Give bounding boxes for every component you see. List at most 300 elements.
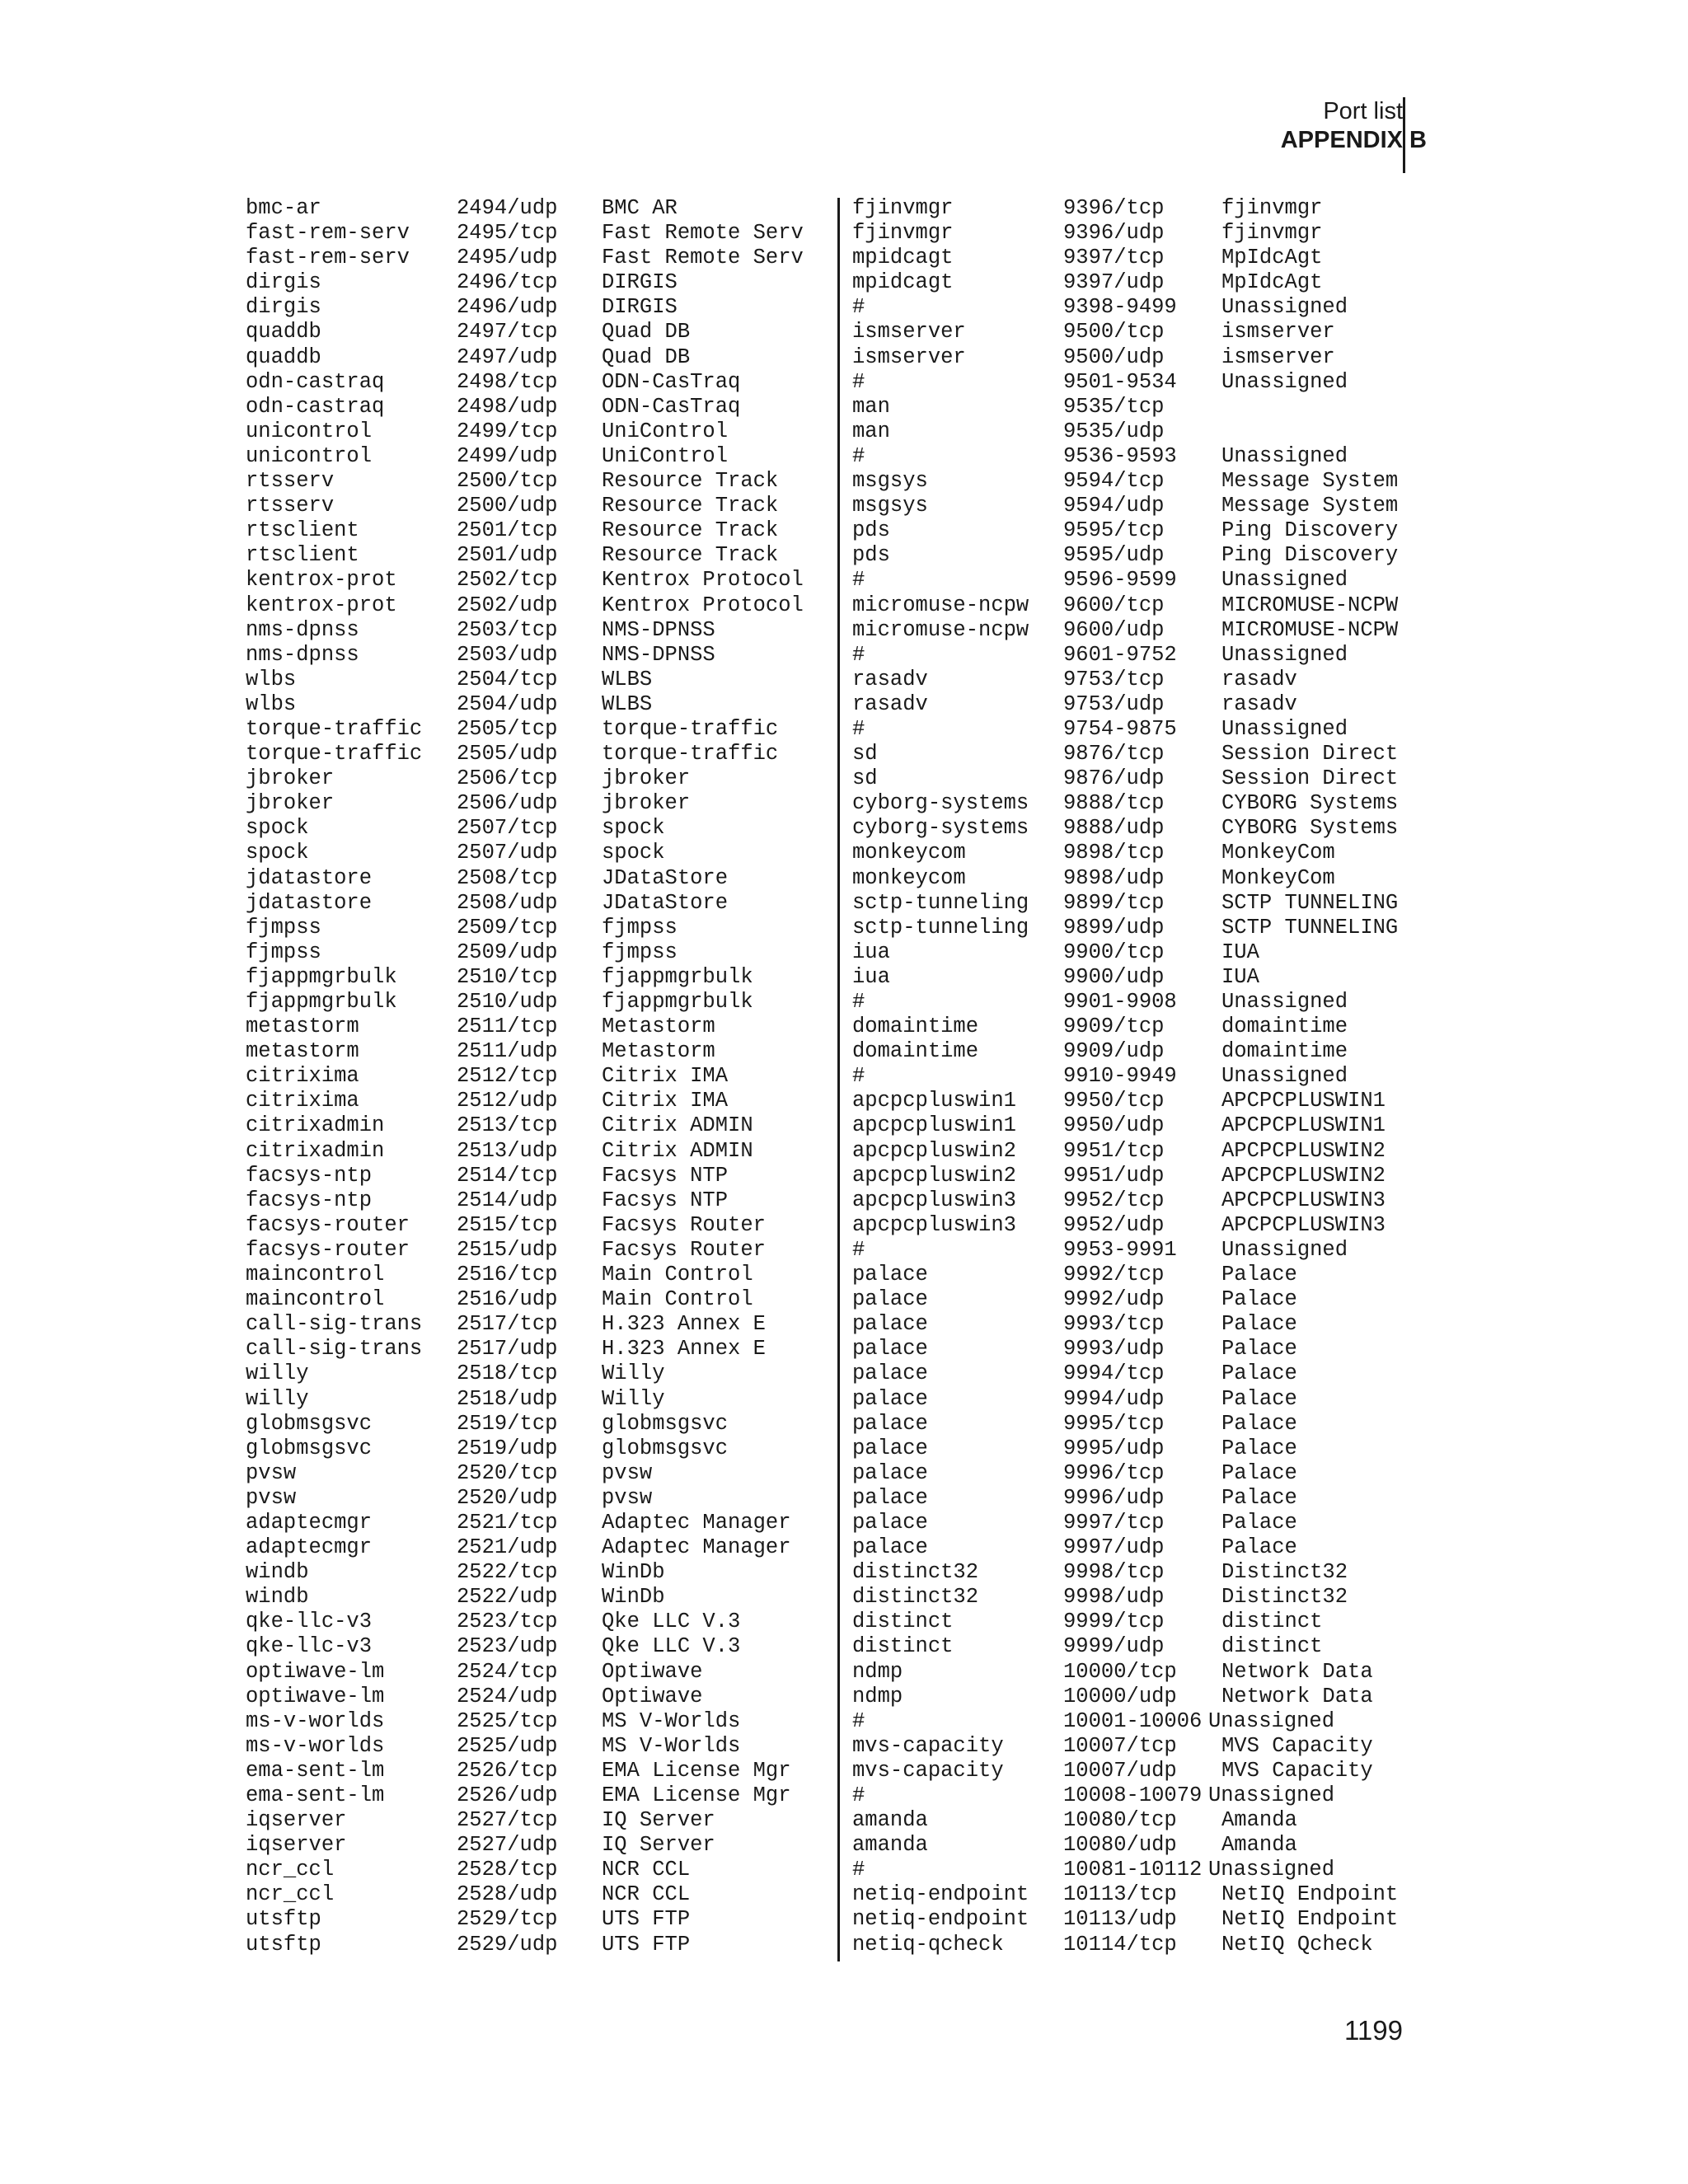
service-name: willy <box>246 1361 309 1386</box>
service-description: Facsys NTP <box>602 1188 729 1212</box>
port-protocol: 2507/tcp <box>457 816 558 841</box>
service-description: Unassigned <box>1208 1858 1335 1882</box>
service-description: Facsys NTP <box>602 1163 729 1188</box>
port-protocol: 9899/tcp <box>1063 890 1165 915</box>
service-description: NMS-DPNSS <box>602 617 715 642</box>
service-name: wlbs <box>246 667 297 691</box>
service-description: Palace <box>1221 1361 1297 1386</box>
header-appendix: APPENDIX <box>1280 127 1403 153</box>
port-protocol: 2525/udp <box>457 1733 558 1758</box>
service-description: Palace <box>1221 1337 1297 1361</box>
port-protocol: 2521/tcp <box>457 1510 558 1535</box>
service-name: odn-castraq <box>246 369 385 394</box>
port-protocol: 2520/udp <box>457 1485 558 1510</box>
service-description: Amanda <box>1221 1808 1297 1833</box>
port-protocol: 10001-10006 <box>1063 1708 1203 1733</box>
service-name: # <box>852 1237 865 1262</box>
port-protocol: 2512/tcp <box>457 1064 558 1089</box>
port-protocol: 2499/tcp <box>457 419 558 443</box>
service-description: BMC AR <box>602 196 678 220</box>
port-protocol: 2512/udp <box>457 1089 558 1113</box>
service-description: globmsgsvc <box>602 1436 729 1460</box>
port-protocol: 2495/tcp <box>457 221 558 246</box>
port-protocol: 9996/tcp <box>1063 1460 1165 1485</box>
service-description: fjinvmgr <box>1221 196 1323 220</box>
service-description: APCPCPLUSWIN2 <box>1221 1163 1386 1188</box>
port-protocol: 9535/udp <box>1063 419 1165 443</box>
running-header <box>1281 97 1403 155</box>
service-description: WLBS <box>602 691 653 716</box>
service-description: H.323 Annex E <box>602 1337 766 1361</box>
port-protocol: 2505/tcp <box>457 716 558 741</box>
port-protocol: 2513/udp <box>457 1138 558 1163</box>
service-name: fjappmgrbulk <box>246 964 397 989</box>
service-description: IQ Server <box>602 1808 715 1833</box>
port-protocol: 2511/tcp <box>457 1015 558 1039</box>
service-name: rtsserv <box>246 494 335 518</box>
service-name: fjmpss <box>246 940 321 964</box>
service-description: Resource Track <box>602 494 779 518</box>
service-name: spock <box>246 816 309 841</box>
service-description: NCR CCL <box>602 1882 691 1907</box>
port-protocol: 9398-9499 <box>1063 295 1177 320</box>
service-name: amanda <box>852 1808 928 1833</box>
service-description: SCTP TUNNELING <box>1221 890 1399 915</box>
service-name: maincontrol <box>246 1287 385 1312</box>
port-protocol: 9909/tcp <box>1063 1015 1165 1039</box>
port-protocol: 9950/tcp <box>1063 1089 1165 1113</box>
header-rule <box>1403 97 1405 173</box>
service-name: domaintime <box>852 1039 979 1064</box>
port-protocol: 9536-9593 <box>1063 443 1177 468</box>
service-description: distinct <box>1221 1610 1323 1634</box>
service-name: qke-llc-v3 <box>246 1610 373 1634</box>
port-protocol: 2517/udp <box>457 1337 558 1361</box>
service-name: globmsgsvc <box>246 1411 373 1436</box>
service-description: Distinct32 <box>1221 1585 1348 1610</box>
port-protocol: 2528/tcp <box>457 1858 558 1882</box>
service-name: spock <box>246 841 309 865</box>
service-name: jdatastore <box>246 890 373 915</box>
service-description: Palace <box>1221 1263 1297 1287</box>
service-description: spock <box>602 841 665 865</box>
service-name: unicontrol <box>246 443 373 468</box>
service-name: fjinvmgr <box>852 221 954 246</box>
service-description: Citrix IMA <box>602 1064 729 1089</box>
service-description: Session Direct <box>1221 742 1399 766</box>
service-description: Ping Discovery <box>1221 518 1399 543</box>
service-name: bmc-ar <box>246 196 321 220</box>
service-description: JDataStore <box>602 865 729 890</box>
service-name: rasadv <box>852 667 928 691</box>
service-name: citrixima <box>246 1064 359 1089</box>
service-description: APCPCPLUSWIN3 <box>1221 1188 1386 1212</box>
port-protocol: 2494/udp <box>457 196 558 220</box>
service-description: Fast Remote Serv <box>602 246 804 270</box>
service-description: Citrix ADMIN <box>602 1138 753 1163</box>
service-name: mvs-capacity <box>852 1733 1004 1758</box>
port-protocol: 9951/tcp <box>1063 1138 1165 1163</box>
service-name: palace <box>852 1535 928 1560</box>
service-description: jbroker <box>602 791 691 816</box>
service-description: ODN-CasTraq <box>602 394 741 419</box>
service-description: fjappmgrbulk <box>602 964 753 989</box>
service-name: ismserver <box>852 344 966 369</box>
service-description: MpIdcAgt <box>1221 246 1323 270</box>
service-description: Unassigned <box>1221 568 1348 593</box>
service-name: cyborg-systems <box>852 816 1029 841</box>
service-name: distinct <box>852 1634 954 1659</box>
port-protocol: 9600/udp <box>1063 617 1165 642</box>
service-description: pvsw <box>602 1460 653 1485</box>
port-protocol: 9996/udp <box>1063 1485 1165 1510</box>
service-description: MICROMUSE-NCPW <box>1221 593 1399 617</box>
service-name: willy <box>246 1386 309 1411</box>
service-name: man <box>852 394 890 419</box>
port-protocol: 2498/udp <box>457 394 558 419</box>
service-name: kentrox-prot <box>246 568 397 593</box>
service-name: domaintime <box>852 1015 979 1039</box>
service-name: # <box>852 716 865 741</box>
service-description: WinDb <box>602 1560 665 1585</box>
service-name: quaddb <box>246 344 321 369</box>
service-name: rasadv <box>852 691 928 716</box>
service-name: apcpcpluswin3 <box>852 1188 1016 1212</box>
service-name: windb <box>246 1560 309 1585</box>
service-name: facsys-ntp <box>246 1188 373 1212</box>
service-description: APCPCPLUSWIN1 <box>1221 1089 1386 1113</box>
port-protocol: 2520/tcp <box>457 1460 558 1485</box>
port-protocol: 9594/udp <box>1063 494 1165 518</box>
service-description: Unassigned <box>1221 716 1348 741</box>
service-name: pvsw <box>246 1460 297 1485</box>
service-description: EMA License Mgr <box>602 1758 791 1783</box>
service-name: sd <box>852 766 878 791</box>
port-protocol: 10114/tcp <box>1063 1932 1177 1957</box>
service-name: jbroker <box>246 791 335 816</box>
port-protocol: 10008-10079 <box>1063 1783 1203 1807</box>
port-protocol: 2529/tcp <box>457 1907 558 1932</box>
service-description: MS V-Worlds <box>602 1708 741 1733</box>
port-protocol: 2508/udp <box>457 890 558 915</box>
service-description: torque-traffic <box>602 716 779 741</box>
port-protocol: 9397/tcp <box>1063 246 1165 270</box>
service-description: torque-traffic <box>602 742 779 766</box>
port-protocol: 10080/udp <box>1063 1833 1177 1858</box>
port-protocol: 2529/udp <box>457 1932 558 1957</box>
service-name: # <box>852 369 865 394</box>
service-name: palace <box>852 1263 928 1287</box>
service-name: windb <box>246 1585 309 1610</box>
service-name: mpidcagt <box>852 270 954 295</box>
service-name: fjappmgrbulk <box>246 990 397 1014</box>
service-name: facsys-router <box>246 1237 410 1262</box>
port-protocol: 9994/udp <box>1063 1386 1165 1411</box>
service-name: ndmp <box>852 1684 903 1708</box>
port-protocol: 2517/tcp <box>457 1312 558 1337</box>
service-description: spock <box>602 816 665 841</box>
port-protocol: 10000/udp <box>1063 1684 1177 1708</box>
service-description: MS V-Worlds <box>602 1733 741 1758</box>
port-protocol: 2528/udp <box>457 1882 558 1907</box>
service-description: Message System <box>1221 494 1399 518</box>
service-name: monkeycom <box>852 841 966 865</box>
service-description: Quad DB <box>602 320 691 344</box>
service-name: dirgis <box>246 295 321 320</box>
service-name: facsys-ntp <box>246 1163 373 1188</box>
port-protocol: 2516/tcp <box>457 1263 558 1287</box>
service-name: ema-sent-lm <box>246 1783 385 1807</box>
page-number: 1199 <box>1344 2015 1403 2046</box>
service-description: Unassigned <box>1221 443 1348 468</box>
service-name: rtsserv <box>246 469 335 494</box>
port-protocol: 9998/udp <box>1063 1585 1165 1610</box>
service-description: UniControl <box>602 419 729 443</box>
port-protocol: 2527/tcp <box>457 1808 558 1833</box>
service-name: citrixadmin <box>246 1138 385 1163</box>
service-description: H.323 Annex E <box>602 1312 766 1337</box>
service-name: nms-dpnss <box>246 642 359 667</box>
service-name: iua <box>852 940 890 964</box>
service-name: pvsw <box>246 1485 297 1510</box>
service-description: Kentrox Protocol <box>602 593 804 617</box>
service-name: palace <box>852 1411 928 1436</box>
service-name: metastorm <box>246 1015 359 1039</box>
header-appendix-letter: B <box>1409 127 1427 153</box>
service-description: Kentrox Protocol <box>602 568 804 593</box>
service-name: wlbs <box>246 691 297 716</box>
port-protocol: 9753/udp <box>1063 691 1165 716</box>
service-name: dirgis <box>246 270 321 295</box>
port-protocol: 9900/udp <box>1063 964 1165 989</box>
service-name: optiwave-lm <box>246 1684 385 1708</box>
service-description: Optiwave <box>602 1659 703 1684</box>
service-name: palace <box>852 1386 928 1411</box>
service-name: unicontrol <box>246 419 373 443</box>
port-protocol: 2518/tcp <box>457 1361 558 1386</box>
port-protocol: 9992/tcp <box>1063 1263 1165 1287</box>
port-protocol: 2511/udp <box>457 1039 558 1064</box>
service-description: WLBS <box>602 667 653 691</box>
port-protocol: 10007/tcp <box>1063 1733 1177 1758</box>
service-name: ncr_ccl <box>246 1882 335 1907</box>
service-description: Session Direct <box>1221 766 1399 791</box>
service-description: Amanda <box>1221 1833 1297 1858</box>
port-protocol: 2523/tcp <box>457 1610 558 1634</box>
service-description: MonkeyCom <box>1221 865 1335 890</box>
service-name: apcpcpluswin3 <box>852 1212 1016 1237</box>
service-description: Palace <box>1221 1485 1297 1510</box>
service-name: cyborg-systems <box>852 791 1029 816</box>
service-description: Metastorm <box>602 1039 715 1064</box>
service-description: Facsys Router <box>602 1212 766 1237</box>
service-description: fjappmgrbulk <box>602 990 753 1014</box>
port-protocol: 9952/udp <box>1063 1212 1165 1237</box>
service-description: CYBORG Systems <box>1221 816 1399 841</box>
service-description: Unassigned <box>1221 990 1348 1014</box>
port-protocol: 2514/tcp <box>457 1163 558 1188</box>
service-name: fjinvmgr <box>852 196 954 220</box>
port-protocol: 2495/udp <box>457 246 558 270</box>
port-protocol: 9898/udp <box>1063 865 1165 890</box>
port-protocol: 10113/udp <box>1063 1907 1177 1932</box>
service-description: MonkeyCom <box>1221 841 1335 865</box>
service-description: pvsw <box>602 1485 653 1510</box>
port-protocol: 9910-9949 <box>1063 1064 1177 1089</box>
port-protocol: 9500/tcp <box>1063 320 1165 344</box>
service-description: MVS Capacity <box>1221 1758 1373 1783</box>
service-name: maincontrol <box>246 1263 385 1287</box>
port-protocol: 2501/tcp <box>457 518 558 543</box>
service-description: NMS-DPNSS <box>602 642 715 667</box>
service-description: Unassigned <box>1221 1237 1348 1262</box>
service-name: optiwave-lm <box>246 1659 385 1684</box>
service-description: Optiwave <box>602 1684 703 1708</box>
service-description: Main Control <box>602 1263 753 1287</box>
port-protocol: 9500/udp <box>1063 344 1165 369</box>
service-name: mvs-capacity <box>852 1758 1004 1783</box>
port-protocol: 9994/tcp <box>1063 1361 1165 1386</box>
service-name: msgsys <box>852 494 928 518</box>
service-name: # <box>852 990 865 1014</box>
port-protocol: 9999/udp <box>1063 1634 1165 1659</box>
service-description: Citrix IMA <box>602 1089 729 1113</box>
port-protocol: 9909/udp <box>1063 1039 1165 1064</box>
port-protocol: 2509/udp <box>457 940 558 964</box>
service-name: palace <box>852 1337 928 1361</box>
service-description: MICROMUSE-NCPW <box>1221 617 1399 642</box>
service-name: # <box>852 568 865 593</box>
service-name: citrixima <box>246 1089 359 1113</box>
service-description: Palace <box>1221 1411 1297 1436</box>
service-description: Unassigned <box>1208 1783 1335 1807</box>
service-description: domaintime <box>1221 1039 1348 1064</box>
service-description: Willy <box>602 1361 665 1386</box>
service-name: citrixadmin <box>246 1113 385 1138</box>
port-protocol: 9594/tcp <box>1063 469 1165 494</box>
port-protocol: 2502/tcp <box>457 568 558 593</box>
service-description: Resource Track <box>602 543 779 568</box>
service-description: Metastorm <box>602 1015 715 1039</box>
service-name: iua <box>852 964 890 989</box>
service-description: distinct <box>1221 1634 1323 1659</box>
service-description: domaintime <box>1221 1015 1348 1039</box>
service-description: EMA License Mgr <box>602 1783 791 1807</box>
service-name: nms-dpnss <box>246 617 359 642</box>
port-protocol: 2524/tcp <box>457 1659 558 1684</box>
port-protocol: 10113/tcp <box>1063 1882 1177 1907</box>
service-description: Palace <box>1221 1436 1297 1460</box>
service-name: fjmpss <box>246 915 321 940</box>
service-description: Unassigned <box>1221 1064 1348 1089</box>
service-name: iqserver <box>246 1833 347 1858</box>
port-protocol: 9953-9991 <box>1063 1237 1177 1262</box>
service-description: Resource Track <box>602 518 779 543</box>
service-description: Fast Remote Serv <box>602 221 804 246</box>
service-description: Adaptec Manager <box>602 1535 791 1560</box>
service-description: rasadv <box>1221 691 1297 716</box>
service-description: DIRGIS <box>602 295 678 320</box>
port-protocol: 2502/udp <box>457 593 558 617</box>
service-description: SCTP TUNNELING <box>1221 915 1399 940</box>
service-description: CYBORG Systems <box>1221 791 1399 816</box>
port-protocol: 9535/tcp <box>1063 394 1165 419</box>
port-protocol: 9993/udp <box>1063 1337 1165 1361</box>
service-name: sctp-tunneling <box>852 915 1029 940</box>
port-protocol: 9995/tcp <box>1063 1411 1165 1436</box>
service-name: # <box>852 1064 865 1089</box>
port-protocol: 2500/udp <box>457 494 558 518</box>
service-description: Qke LLC V.3 <box>602 1634 741 1659</box>
port-protocol: 9595/tcp <box>1063 518 1165 543</box>
service-name: utsftp <box>246 1907 321 1932</box>
port-protocol: 2501/udp <box>457 543 558 568</box>
column-divider <box>837 198 840 1961</box>
port-protocol: 2509/tcp <box>457 915 558 940</box>
service-description: Network Data <box>1221 1684 1373 1708</box>
service-name: fast-rem-serv <box>246 221 410 246</box>
service-name: # <box>852 642 865 667</box>
service-name: distinct <box>852 1610 954 1634</box>
service-name: palace <box>852 1436 928 1460</box>
port-protocol: 2503/udp <box>457 642 558 667</box>
service-description: UTS FTP <box>602 1907 691 1932</box>
port-protocol: 2504/udp <box>457 691 558 716</box>
service-name: amanda <box>852 1833 928 1858</box>
service-name: adaptecmgr <box>246 1535 373 1560</box>
port-protocol: 9876/tcp <box>1063 742 1165 766</box>
port-protocol: 2510/tcp <box>457 964 558 989</box>
service-name: apcpcpluswin1 <box>852 1089 1016 1113</box>
port-protocol: 9501-9534 <box>1063 369 1177 394</box>
service-name: netiq-endpoint <box>852 1882 1029 1907</box>
port-protocol: 2526/tcp <box>457 1758 558 1783</box>
port-protocol: 2510/udp <box>457 990 558 1014</box>
service-description: NCR CCL <box>602 1858 691 1882</box>
service-name: apcpcpluswin2 <box>852 1138 1016 1163</box>
service-description: jbroker <box>602 766 691 791</box>
port-protocol: 2526/udp <box>457 1783 558 1807</box>
service-description: globmsgsvc <box>602 1411 729 1436</box>
service-name: quaddb <box>246 320 321 344</box>
service-name: # <box>852 443 865 468</box>
service-name: torque-traffic <box>246 716 423 741</box>
port-protocol: 9901-9908 <box>1063 990 1177 1014</box>
service-name: apcpcpluswin2 <box>852 1163 1016 1188</box>
port-protocol: 2507/udp <box>457 841 558 865</box>
port-protocol: 10080/tcp <box>1063 1808 1177 1833</box>
service-name: ncr_ccl <box>246 1858 335 1882</box>
port-protocol: 2522/udp <box>457 1585 558 1610</box>
service-description: Palace <box>1221 1460 1297 1485</box>
service-description: Unassigned <box>1208 1708 1335 1733</box>
port-protocol: 2503/tcp <box>457 617 558 642</box>
service-description: Palace <box>1221 1535 1297 1560</box>
service-name: # <box>852 1783 865 1807</box>
service-description: Palace <box>1221 1287 1297 1312</box>
service-name: pds <box>852 518 890 543</box>
service-name: apcpcpluswin1 <box>852 1113 1016 1138</box>
port-protocol: 2506/tcp <box>457 766 558 791</box>
service-name: call-sig-trans <box>246 1337 423 1361</box>
service-name: ema-sent-lm <box>246 1758 385 1783</box>
service-description: WinDb <box>602 1585 665 1610</box>
service-description: Ping Discovery <box>1221 543 1399 568</box>
port-protocol: 9595/udp <box>1063 543 1165 568</box>
service-name: call-sig-trans <box>246 1312 423 1337</box>
service-description: Resource Track <box>602 469 779 494</box>
service-name: odn-castraq <box>246 394 385 419</box>
